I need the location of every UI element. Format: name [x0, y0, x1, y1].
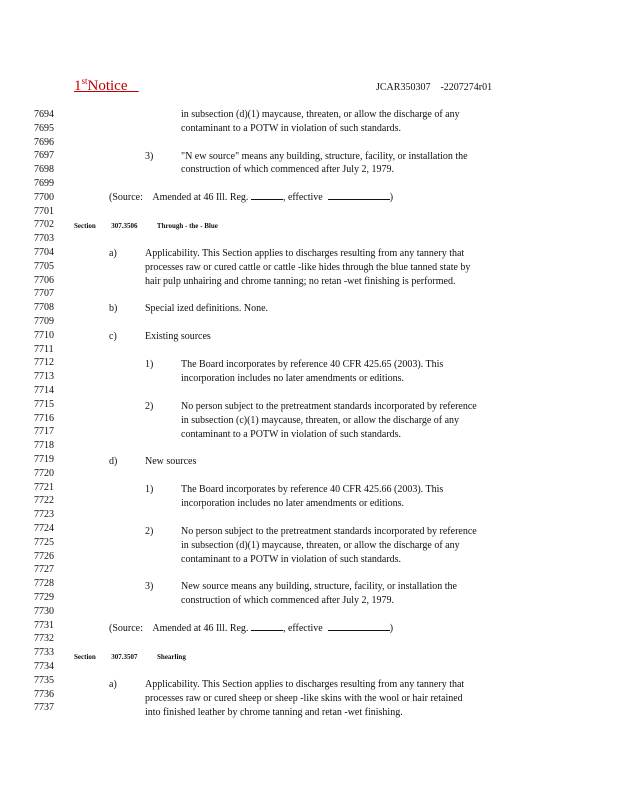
- body-line: into finished leather by chrome tanning and retan -wet finishing.: [145, 707, 403, 718]
- line-number: 7721: [34, 481, 54, 493]
- source-label: (Source:: [109, 192, 143, 203]
- line-number: 7704: [34, 247, 54, 258]
- line-number: 7695: [34, 122, 54, 134]
- line-number: 7732: [34, 633, 54, 645]
- line-number: 7702: [34, 219, 54, 231]
- section-word: Section: [74, 653, 96, 661]
- line-number: 7694: [34, 109, 54, 120]
- body-line: construction of which commenced after July 2, 1979.: [181, 595, 394, 606]
- line-number: 7710: [34, 329, 54, 341]
- line-number: 7706: [34, 274, 54, 286]
- source-effective: , effective: [282, 623, 323, 634]
- line-number: 7707: [34, 288, 54, 300]
- section-heading: [74, 651, 186, 665]
- line-number: 7728: [34, 578, 54, 590]
- jcar-code: JCAR350307 -2207274r01: [376, 82, 493, 93]
- line-number: 7701: [34, 205, 54, 217]
- body-line: in subsection (c)(1) maycause, threaten, or allow the discharge of any: [181, 415, 460, 426]
- section-number: 307.3506: [111, 222, 138, 230]
- line-number: 7733: [34, 647, 54, 659]
- source-note: [109, 191, 393, 205]
- body-line: Applicability. This Section applies to discharges resulting from any tannery that: [145, 248, 465, 259]
- line-number: 7735: [34, 674, 54, 686]
- list-marker: 1): [145, 484, 154, 495]
- reg-blank: [251, 622, 283, 631]
- line-number: 7698: [34, 164, 54, 176]
- line-number: 7703: [34, 233, 54, 245]
- body-line: hair pulp unhairing and chrome tanning; no retan -wet finishing is performed.: [145, 276, 456, 287]
- body-line: processes raw or cured sheep or sheep -like skins with the wool or hair retained: [145, 693, 463, 704]
- source-close: ): [389, 192, 394, 203]
- line-number: 7715: [34, 398, 54, 410]
- line-number: 7720: [34, 467, 54, 479]
- body-line: construction of which commenced after July 2, 1979.: [181, 164, 394, 175]
- section-title: Through - the - Blue: [156, 222, 218, 230]
- line-number: 7711: [34, 343, 54, 355]
- source-label: (Source:: [109, 623, 143, 634]
- line-number: 7719: [34, 454, 54, 465]
- line-number: 7696: [34, 136, 54, 148]
- line-number: 7717: [34, 426, 54, 438]
- line-number: 7731: [34, 619, 54, 631]
- line-number: 7723: [34, 509, 54, 521]
- line-number: 7714: [34, 385, 54, 396]
- body-line: New source means any building, structure, facility, or installation the: [181, 581, 457, 592]
- line-number: 7724: [34, 523, 54, 534]
- section-title: Shearling: [157, 653, 186, 661]
- line-number: 7737: [34, 702, 54, 714]
- line-number: 7708: [34, 302, 54, 314]
- line-number: 7734: [34, 661, 54, 672]
- list-marker: a): [109, 248, 117, 259]
- line-number: 7736: [34, 688, 54, 700]
- effective-blank: [328, 191, 390, 200]
- source-close: ): [389, 623, 394, 634]
- line-number: 7730: [34, 605, 54, 617]
- source-effective: , effective: [282, 192, 323, 203]
- line-number: 7699: [34, 178, 54, 189]
- line-number: 7722: [34, 495, 54, 507]
- list-marker: 2): [145, 401, 154, 412]
- body-line: Existing sources: [145, 331, 211, 342]
- list-marker: 3): [145, 151, 154, 162]
- list-marker: 1): [145, 359, 154, 370]
- line-number: 7712: [34, 357, 54, 369]
- body-line: No person subject to the pretreatment standards incorporated by reference: [181, 401, 477, 412]
- line-number: 7700: [34, 191, 54, 203]
- line-number: 7729: [34, 592, 54, 603]
- body-line: New sources: [145, 456, 197, 467]
- line-number: 7713: [34, 371, 54, 383]
- list-marker: d): [109, 456, 118, 467]
- body-line: in subsection (d)(1) maycause, threaten, or allow the discharge of any: [181, 109, 460, 120]
- section-number: 307.3507: [111, 653, 138, 661]
- body-line: contaminant to a POTW in violation of such standards.: [181, 123, 402, 134]
- body-line: Special ized definitions. None.: [145, 303, 269, 314]
- body-line: in subsection (d)(1) maycause, threaten, or allow the discharge of any: [181, 540, 460, 551]
- source-amended: Amended at 46 Ill. Reg.: [152, 192, 249, 203]
- body-line: No person subject to the pretreatment standards incorporated by reference: [181, 526, 477, 537]
- body-line: The Board incorporates by reference 40 CFR 425.65 (2003). This: [181, 359, 444, 370]
- reg-blank: [251, 191, 283, 200]
- effective-blank: [328, 622, 390, 631]
- source-note: [109, 622, 393, 636]
- source-amended: Amended at 46 Ill. Reg.: [152, 623, 249, 634]
- list-marker: 2): [145, 526, 154, 537]
- body-line: contaminant to a POTW in violation of such standards.: [181, 429, 402, 440]
- body-line: The Board incorporates by reference 40 CFR 425.66 (2003). This: [181, 484, 444, 495]
- list-marker: c): [109, 331, 117, 342]
- body-line: contaminant to a POTW in violation of such standards.: [181, 554, 402, 565]
- body-line: incorporation includes no later amendments or editions.: [181, 498, 404, 509]
- first-notice-label: 1stNotice: [74, 76, 128, 94]
- section-heading: [74, 220, 218, 234]
- body-line: incorporation includes no later amendments or editions.: [181, 373, 404, 384]
- list-marker: 3): [145, 581, 154, 592]
- line-number: 7709: [34, 316, 54, 327]
- body-line: Applicability. This Section applies to discharges resulting from any tannery that: [145, 679, 465, 690]
- section-word: Section: [74, 222, 96, 230]
- line-number: 7718: [34, 440, 54, 452]
- line-number: 7716: [34, 412, 54, 424]
- line-number: 7725: [34, 536, 54, 548]
- list-marker: b): [109, 303, 118, 314]
- line-number: 7705: [34, 260, 54, 272]
- line-number: 7726: [34, 550, 54, 562]
- body-line: "N ew source" means any building, structure, facility, or installation the: [181, 151, 468, 162]
- body-line: processes raw or cured cattle or cattle -like hides through the blue tanned state by: [145, 262, 471, 273]
- list-marker: a): [109, 679, 117, 690]
- line-number: 7697: [34, 150, 54, 162]
- line-number: 7727: [34, 564, 54, 576]
